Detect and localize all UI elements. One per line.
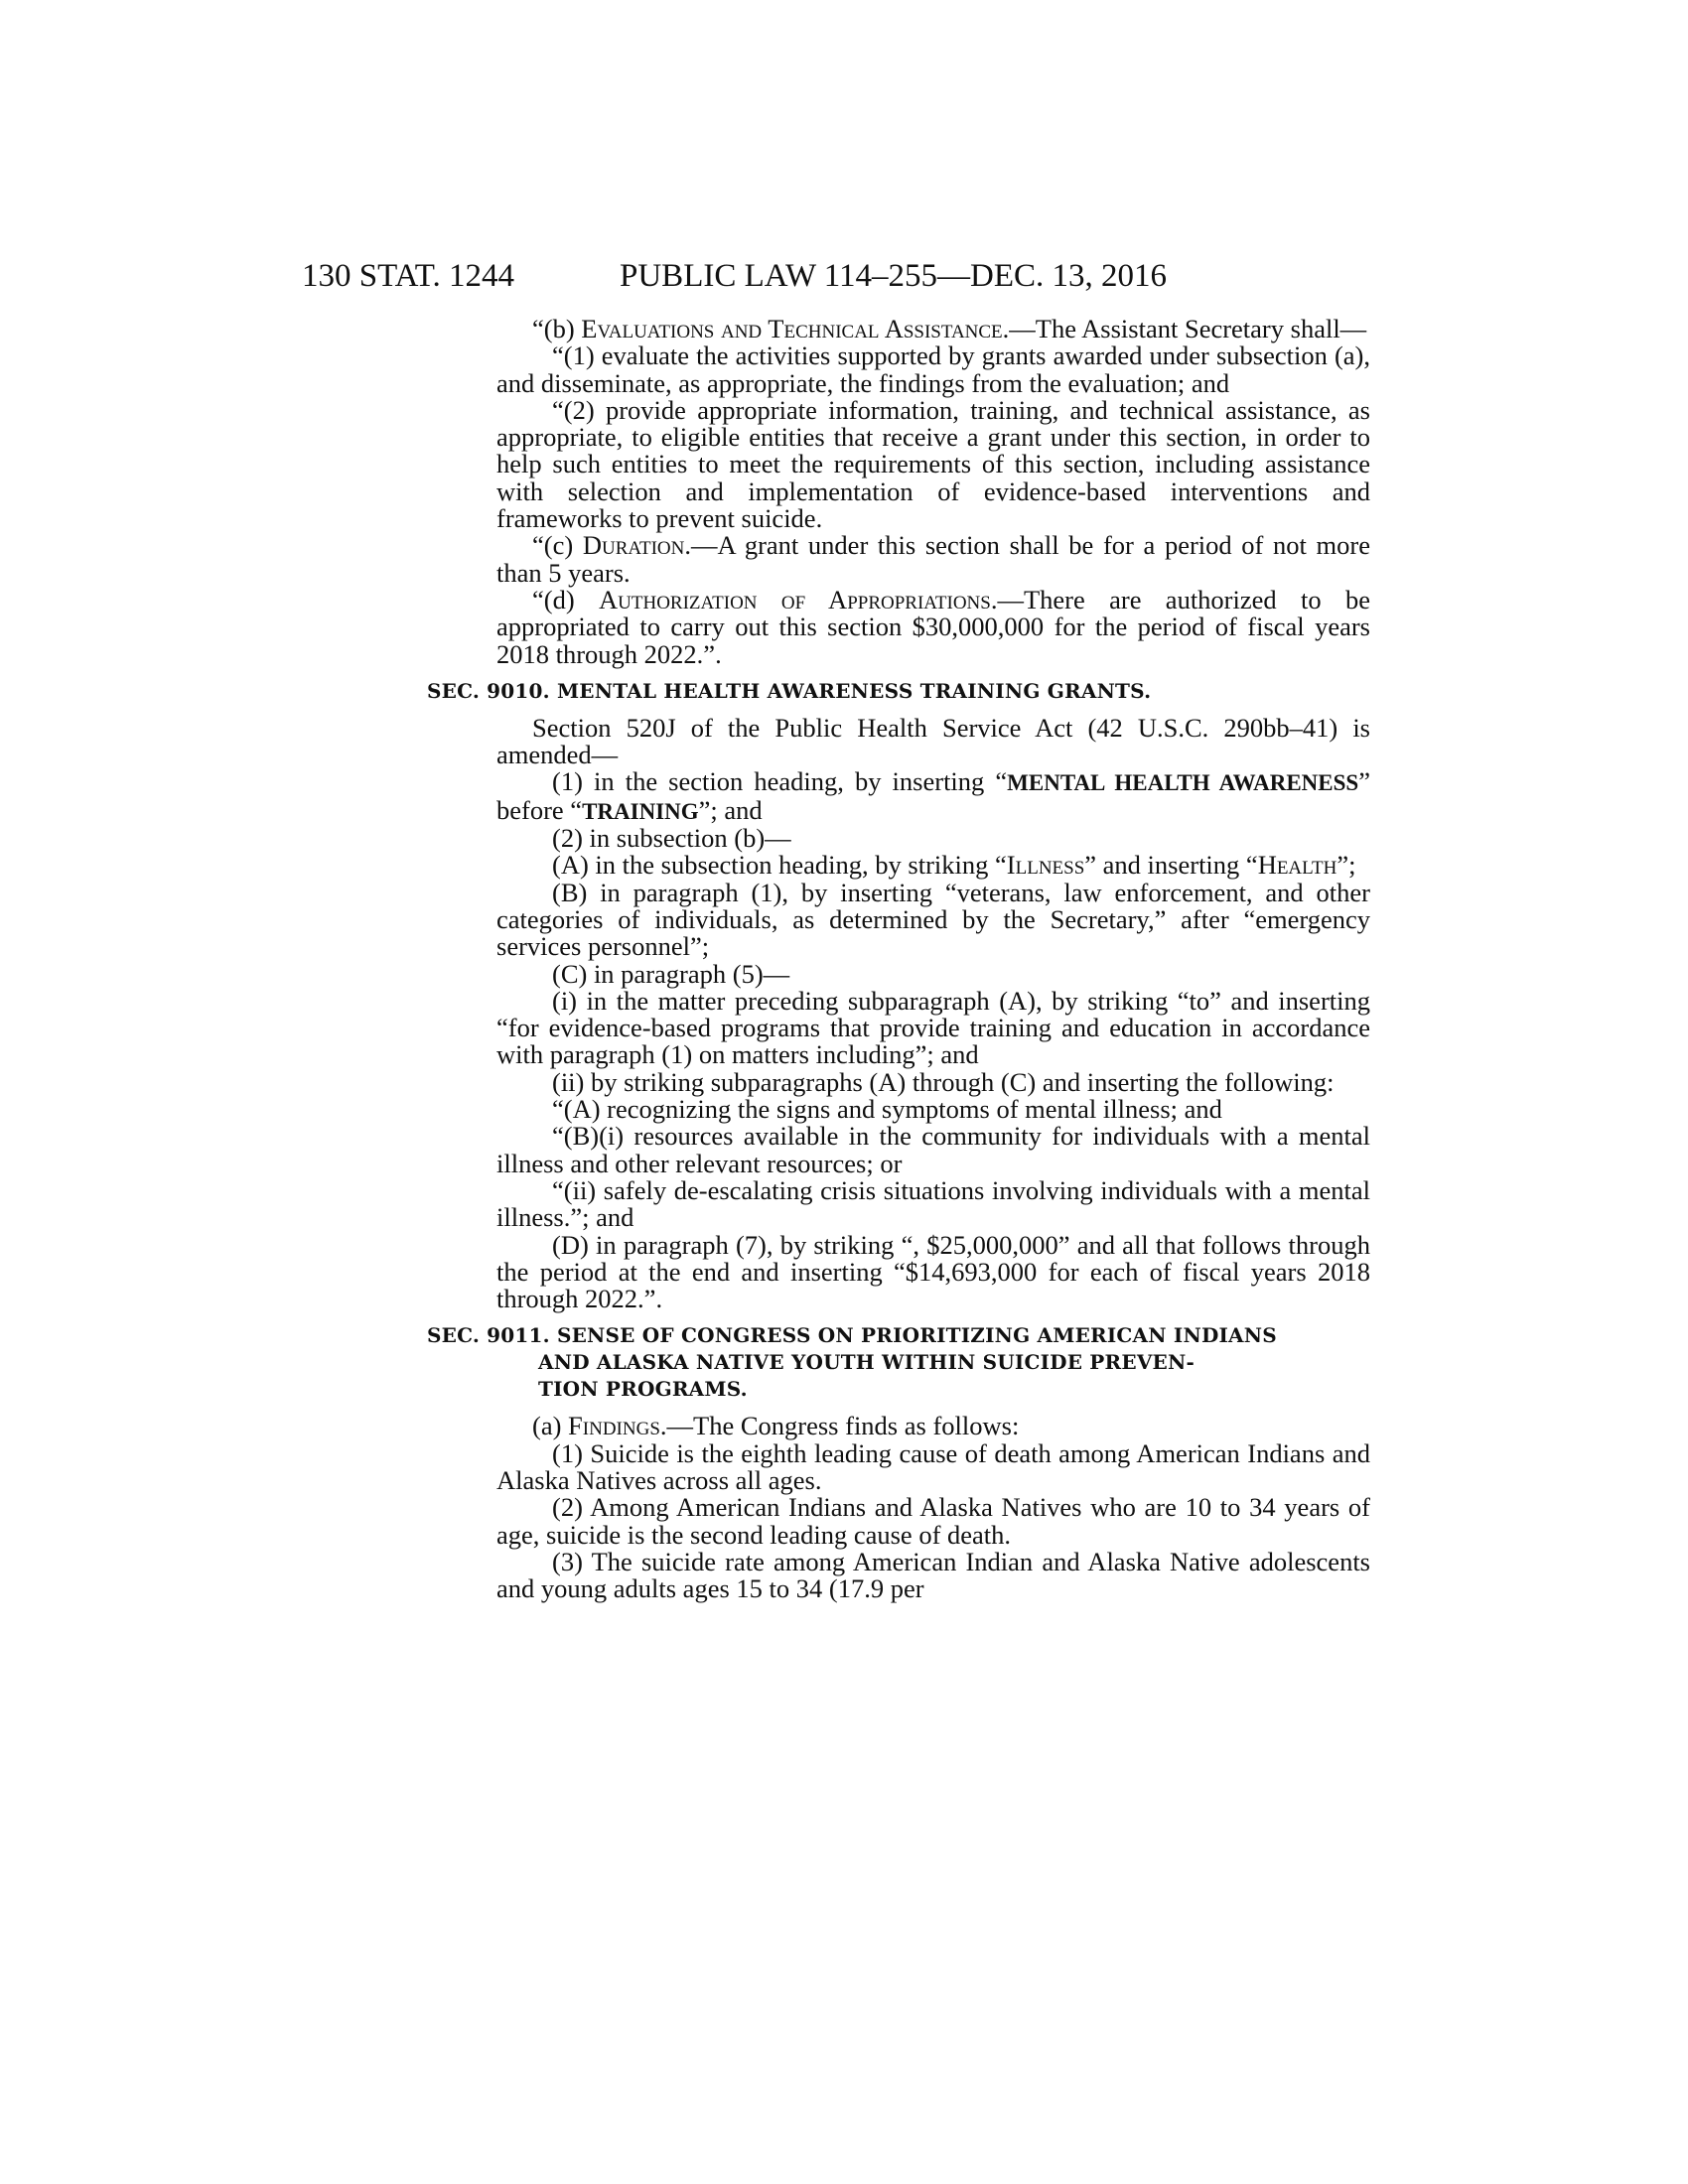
findings-prefix: (a): [532, 1411, 569, 1441]
subsection-b-text: .—The Assistant Secretary shall—: [1002, 314, 1367, 343]
item-1-bold-a: MENTAL HEALTH AWARENESS: [1007, 770, 1359, 796]
item-B: (B) in paragraph (1), by inserting “veterans, law enforcement, and other categories of individuals, as determined by the Secretary,” after “emergency services personnel”;: [496, 877, 1370, 962]
section-9011-title-line-2: AND ALASKA NATIVE YOUTH WITHIN SUICIDE PREVEN-: [538, 1350, 1195, 1375]
subsection-c-heading: Duration: [582, 530, 685, 561]
item-D: (D) in paragraph (7), by striking “, $25,000,000” and all that follows through the period at the end and inserting “$14,693,000 for each of fiscal years 2018 through 2022.”.: [496, 1229, 1370, 1314]
item-1: [496, 768, 1370, 825]
item-A-text-a: (A) in the subsection heading, by striking “: [552, 850, 1007, 881]
section-9010-heading: [427, 678, 1370, 705]
subsection-b-heading: Evaluations and Technical Assistance: [581, 314, 1003, 343]
subsection-c-prefix: “(c): [532, 530, 583, 561]
item-1-text-b: ” before “: [496, 766, 1370, 825]
subsection-d-prefix: “(d): [532, 584, 600, 614]
item-C-i: (i) in the matter preceding subparagraph (A), by striking “to” and inserting “for evidence-based programs that provide training and education in accordance with paragraph (1) on matters including”; and: [496, 985, 1370, 1070]
paragraph-b1: “(1) evaluate the activities supported by grants awarded under subsection (a), and disseminate, as appropriate, the findings from the evaluation; and: [496, 341, 1370, 398]
item-A-smallcaps-a: Illness: [1006, 850, 1085, 881]
item-A-text-c: ”;: [1336, 850, 1356, 881]
findings-text: .—The Congress finds as follows:: [659, 1411, 1020, 1441]
section-9011-heading: [427, 1322, 1370, 1403]
findings-heading: Findings: [568, 1411, 660, 1441]
subsection-d-heading: Authorization of Appropriations: [599, 584, 991, 614]
item-A-smallcaps-b: Health: [1257, 850, 1337, 881]
subsection-c-text: .—A grant under this section shall be for a period of not more than 5 years.: [496, 530, 1370, 588]
section-9011-title-line-3: TION PROGRAMS.: [538, 1377, 748, 1402]
subsection-b-prefix: “(b): [532, 314, 582, 343]
quoted-B-i: “(B)(i) resources available in the community for individuals with a mental illness and other relevant resources; or: [496, 1121, 1370, 1178]
item-C: (C) in paragraph (5)—: [552, 958, 790, 989]
section-9010-intro: Section 520J of the Public Health Service Act (42 U.S.C. 290bb–41) is amended—: [496, 712, 1370, 770]
section-9010-title: SEC. 9010. MENTAL HEALTH AWARENESS TRAINING GRANTS.: [427, 678, 1152, 703]
subsection-b: [496, 316, 1370, 342]
statute-body: [427, 314, 1370, 1604]
finding-3: (3) The suicide rate among American Indian and Alaska Native adolescents and young adults ages 15 to 34 (17.9 per: [496, 1546, 1370, 1604]
quoted-ii: “(ii) safely de-escalating crisis situations involving individuals with a mental illness.”; and: [496, 1174, 1370, 1233]
findings: [496, 1413, 1370, 1439]
item-1-text-c: ”; and: [698, 794, 763, 825]
subsection-d: [496, 584, 1370, 669]
item-2: (2) in subsection (b)—: [552, 823, 791, 854]
section-9011-title-line-1: SEC. 9011. SENSE OF CONGRESS ON PRIORITIZING AMERICAN INDIANS: [427, 1323, 1277, 1348]
item-A-text-b: ” and inserting “: [1084, 850, 1258, 881]
running-title: PUBLIC LAW 114–255—DEC. 13, 2016: [620, 258, 1168, 294]
item-1-text-a: (1) in the section heading, by inserting “: [552, 766, 1008, 797]
finding-1: (1) Suicide is the eighth leading cause of death among American Indians and Alaska Natives across all ages.: [496, 1437, 1370, 1495]
quoted-A: “(A) recognizing the signs and symptoms of mental illness; and: [552, 1094, 1222, 1125]
statute-page-number: 130 STAT. 1244: [302, 258, 515, 294]
subsection-d-text: .—There are authorized to be appropriated to carry out this section $30,000,000 for the period of fiscal years 2018 through 2022.”.: [496, 584, 1370, 669]
paragraph-b2: “(2) provide appropriate information, training, and technical assistance, as appropriate, to eligible entities that receive a grant under this section, in order to help such entities to meet the requirements of this section, including assistance with selection and implementation of evidence-based interventions and frameworks to prevent suicide.: [496, 394, 1370, 534]
item-C-ii: (ii) by striking subparagraphs (A) through (C) and inserting the following:: [552, 1066, 1335, 1097]
subsection-c: [496, 532, 1370, 587]
page-header: [302, 254, 1374, 298]
item-1-bold-b: TRAINING: [582, 798, 699, 824]
item-A: [496, 852, 1370, 879]
finding-2: (2) Among American Indians and Alaska Natives who are 10 to 34 years of age, suicide is the second leading cause of death.: [496, 1492, 1370, 1550]
